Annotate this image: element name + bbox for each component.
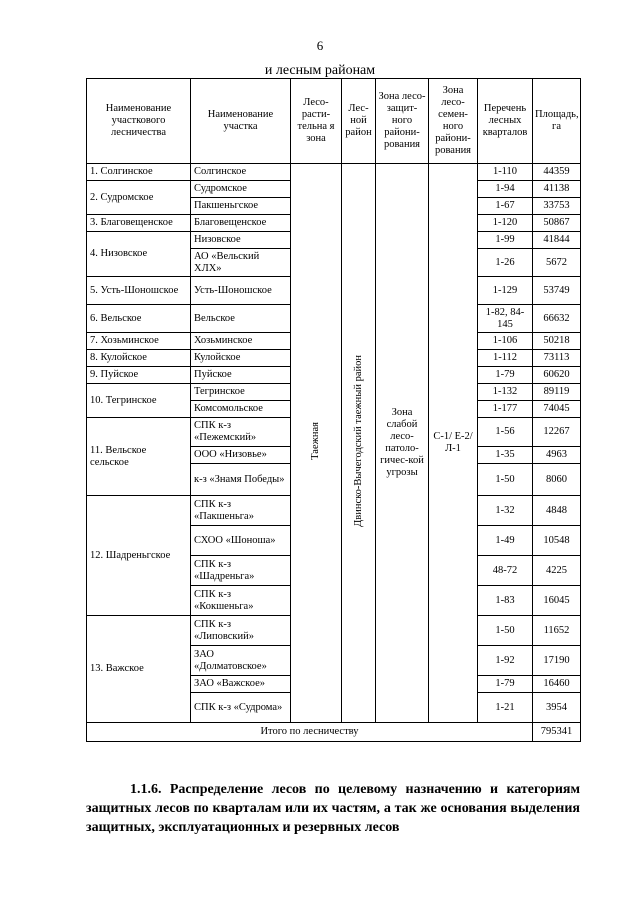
forestry-cell: 6. Вельское (87, 305, 191, 333)
page-number: 6 (316, 38, 324, 53)
forestry-cell: 5. Усть-Шоношское (87, 277, 191, 305)
total-row (87, 723, 581, 742)
area-name-cell: Низовское (191, 232, 291, 249)
quarters-cell: 1-50 (478, 464, 533, 496)
total-label: Итого по лесничеству (87, 723, 533, 742)
quarters-cell: 1-120 (478, 215, 533, 232)
area-name-cell: Судромское (191, 181, 291, 198)
area-name-cell: СХОО «Шоноша» (191, 526, 291, 556)
header-area-name: Наименование участка (191, 79, 291, 164)
protection-zone-cell: Зона слабой лесо-патоло-гичес-кой угрозы (376, 164, 429, 723)
size-cell: 3954 (533, 693, 581, 723)
area-name-cell: Вельское (191, 305, 291, 333)
quarters-cell: 1-32 (478, 496, 533, 526)
quarters-cell: 1-21 (478, 693, 533, 723)
quarters-cell: 1-50 (478, 616, 533, 646)
size-cell: 17190 (533, 646, 581, 676)
quarters-cell: 1-106 (478, 333, 533, 350)
header-protection-zone: Зона лесо-защит-ного райони-рования (376, 79, 429, 164)
size-cell: 4225 (533, 556, 581, 586)
quarters-cell: 1-110 (478, 164, 533, 181)
area-name-cell: СПК к-з «Шадреньга» (191, 556, 291, 586)
area-name-cell: ЗАО «Важское» (191, 676, 291, 693)
quarters-cell: 1-83 (478, 586, 533, 616)
forestry-cell: 7. Хозьминское (87, 333, 191, 350)
area-name-cell: Солгинское (191, 164, 291, 181)
size-cell: 16045 (533, 586, 581, 616)
forestry-cell: 3. Благовещенское (87, 215, 191, 232)
quarters-cell: 1-99 (478, 232, 533, 249)
size-cell: 44359 (533, 164, 581, 181)
area-name-cell: Благовещенское (191, 215, 291, 232)
forestry-cell: 4. Низовское (87, 232, 191, 277)
size-cell: 50218 (533, 333, 581, 350)
forest-region-text: Двинско-Вычегодский таежный район (352, 355, 364, 527)
header-forest-region: Лесной район (342, 79, 376, 164)
quarters-cell: 1-35 (478, 447, 533, 464)
size-cell: 74045 (533, 401, 581, 418)
quarters-cell: 1-79 (478, 367, 533, 384)
area-name-cell: Пакшеньгское (191, 198, 291, 215)
size-cell: 8060 (533, 464, 581, 496)
size-cell: 5672 (533, 249, 581, 277)
size-cell: 73113 (533, 350, 581, 367)
section-heading: 1.1.6. Распределение лесов по целевому назначению и категориям защитных лесов по кварталам или их частям, а так же основания выделения защитных, эксплуатационных и резервных лесов (86, 782, 580, 835)
table-header-row (87, 79, 581, 164)
quarters-cell: 1-49 (478, 526, 533, 556)
area-name-cell: ЗАО «Долматовское» (191, 646, 291, 676)
quarters-cell: 1-129 (478, 277, 533, 305)
forest-table (86, 78, 581, 742)
area-name-cell: Пуйское (191, 367, 291, 384)
size-cell: 33753 (533, 198, 581, 215)
size-cell: 11652 (533, 616, 581, 646)
vegetation-zone-cell (291, 164, 342, 723)
area-name-cell: к-з «Знамя Победы» (191, 464, 291, 496)
size-cell: 4848 (533, 496, 581, 526)
area-name-cell: СПК к-з «Липовский» (191, 616, 291, 646)
header-quarters: Перечень лесных кварталов (478, 79, 533, 164)
quarters-cell: 1-79 (478, 676, 533, 693)
area-name-cell: СПК к-з «Судрома» (191, 693, 291, 723)
quarters-cell: 1-67 (478, 198, 533, 215)
area-name-cell: СПК к-з «Пакшеньга» (191, 496, 291, 526)
area-name-cell: Кулойское (191, 350, 291, 367)
area-name-cell: АО «Вельский ХЛХ» (191, 249, 291, 277)
quarters-cell: 1-94 (478, 181, 533, 198)
total-value: 795341 (533, 723, 581, 742)
quarters-cell: 48-72 (478, 556, 533, 586)
quarters-cell: 1-177 (478, 401, 533, 418)
table-row (87, 164, 581, 181)
quarters-cell: 1-82, 84-145 (478, 305, 533, 333)
header-seed-zone: Зона лесо-семен-ного райони-рования (429, 79, 478, 164)
size-cell: 50867 (533, 215, 581, 232)
forestry-cell: 1. Солгинское (87, 164, 191, 181)
area-name-cell: Тегринское (191, 384, 291, 401)
area-name-cell: Комсомольское (191, 401, 291, 418)
area-name-cell: СПК к-з «Кокшеньга» (191, 586, 291, 616)
quarters-cell: 1-132 (478, 384, 533, 401)
size-cell: 4963 (533, 447, 581, 464)
size-cell: 60620 (533, 367, 581, 384)
area-name-cell: ООО «Низовье» (191, 447, 291, 464)
forestry-cell: 12. Шадреньгское (87, 496, 191, 616)
header-forestry: Наименование участкового лесничества (87, 79, 191, 164)
table-caption: и лесным районам (264, 63, 376, 78)
forestry-cell: 9. Пуйское (87, 367, 191, 384)
size-cell: 41138 (533, 181, 581, 198)
forestry-cell: 11. Вельское сельское (87, 418, 191, 496)
size-cell: 10548 (533, 526, 581, 556)
header-size: Площадь, га (533, 79, 581, 164)
seed-zone-cell: С-1/ Е-2/ Л-1 (429, 164, 478, 723)
forestry-cell: 10. Тегринское (87, 384, 191, 418)
quarters-cell: 1-26 (478, 249, 533, 277)
area-name-cell: Усть-Шоношское (191, 277, 291, 305)
size-cell: 16460 (533, 676, 581, 693)
size-cell: 89119 (533, 384, 581, 401)
forestry-cell: 2. Судромское (87, 181, 191, 215)
size-cell: 66632 (533, 305, 581, 333)
header-vegetation-zone: Лесо-расти-тельна я зона (291, 79, 342, 164)
forestry-cell: 13. Важское (87, 616, 191, 723)
area-name-cell: СПК к-з «Пежемский» (191, 418, 291, 447)
size-cell: 53749 (533, 277, 581, 305)
area-name-cell: Хозьминское (191, 333, 291, 350)
quarters-cell: 1-92 (478, 646, 533, 676)
vegetation-zone-text: Таежная (310, 422, 321, 460)
forestry-cell: 8. Кулойское (87, 350, 191, 367)
quarters-cell: 1-56 (478, 418, 533, 447)
quarters-cell: 1-112 (478, 350, 533, 367)
forest-region-cell (342, 164, 376, 723)
size-cell: 41844 (533, 232, 581, 249)
size-cell: 12267 (533, 418, 581, 447)
